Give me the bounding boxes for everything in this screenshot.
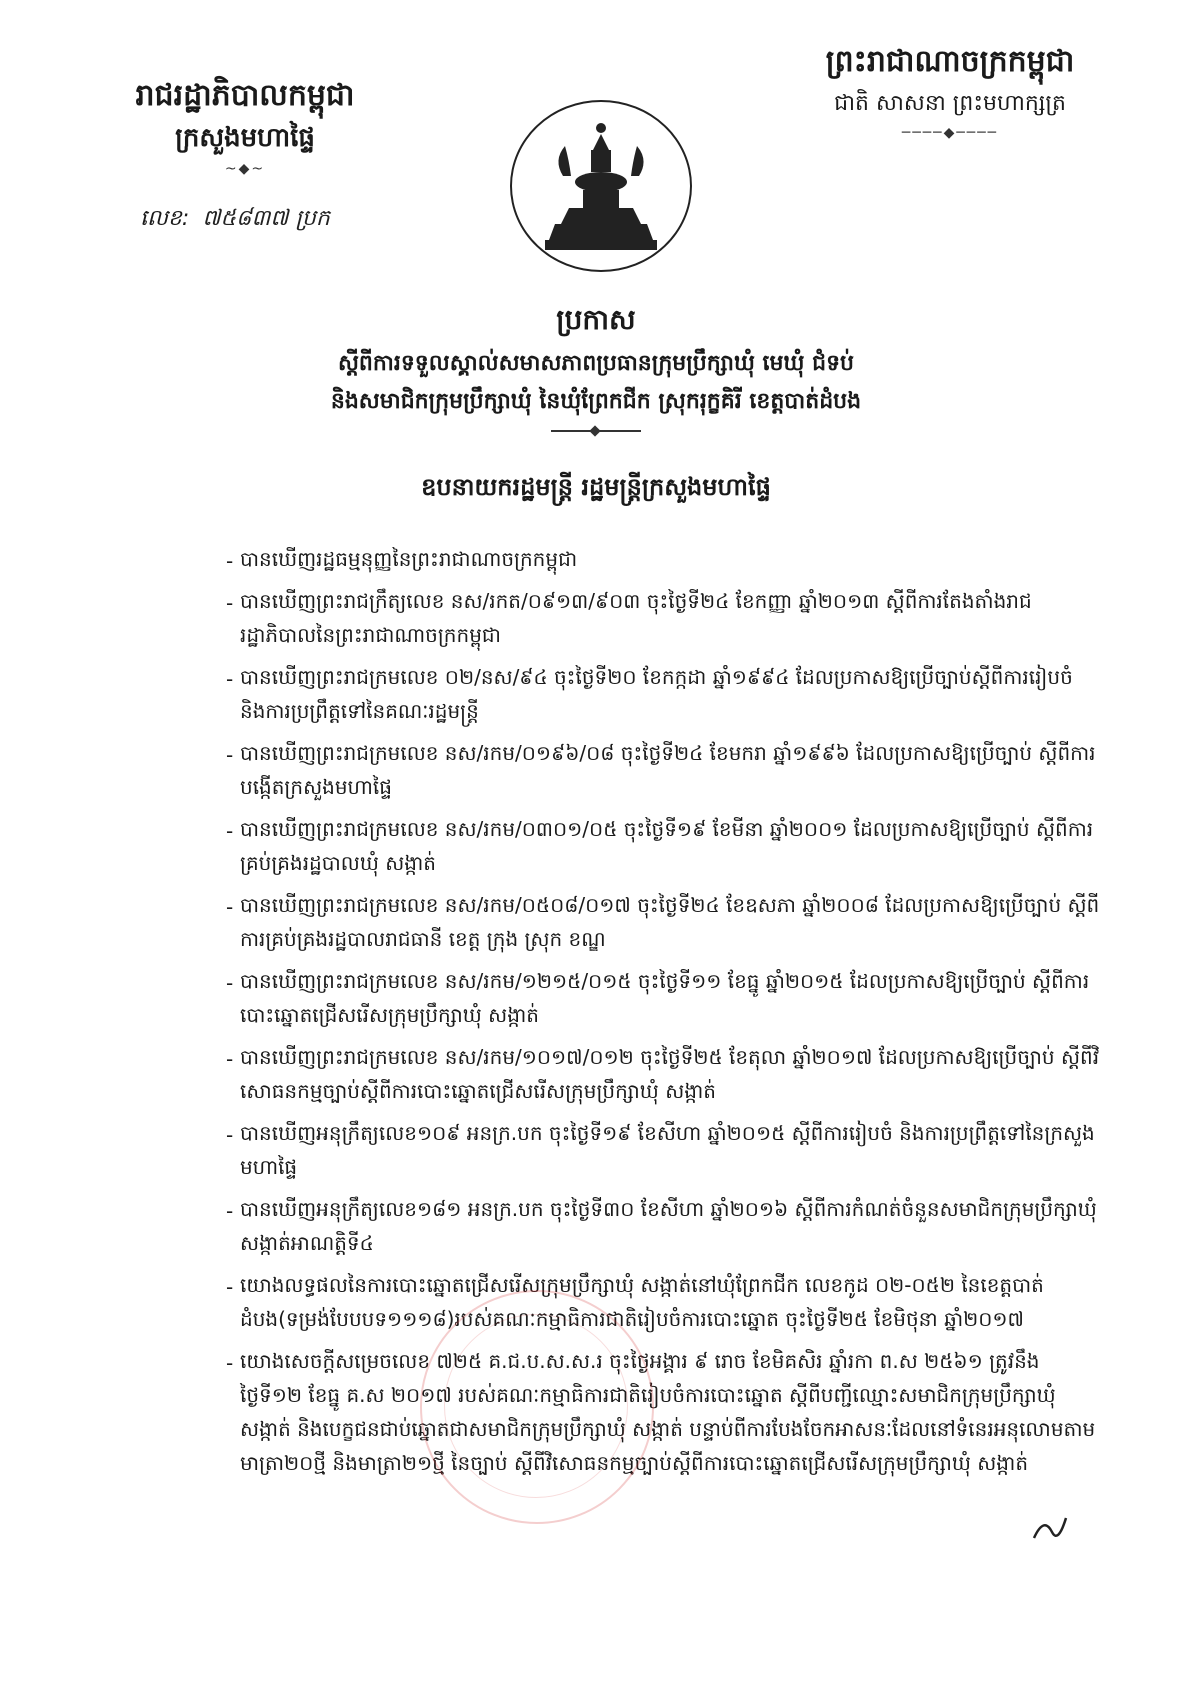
issuing-authority: ឧបនាយករដ្ឋមន្ត្រី រដ្ឋមន្ត្រីក្រសួងមហាផ្ទៃ [421,473,771,501]
handwritten-initial [1030,1508,1070,1552]
list-item: - បានឃើញរដ្ឋធម្មនុញ្ញនៃព្រះរាជាណាចក្រកម្ពុជា [240,542,1100,576]
list-item: - បានឃើញព្រះរាជក្រមលេខ នស/រកម/១២១៥/០១៥ ចុះថ្ងៃទី១១ ខែធ្នូ ឆ្នាំ២០១៥ ដែលប្រកាសឱ្យប្រើច្បាប់ ស្តីពីការបោះឆ្នោតជ្រើសរើសក្រុមប្រឹក្សាឃុំ សង្កាត់ [240,964,1100,1032]
document-number [140,204,330,236]
document-type: ប្រកាស [556,303,636,336]
title-block [150,300,1042,504]
list-item: - យោងលទ្ធផលនៃការបោះឆ្នោតជ្រើសរើសក្រុមប្រឹក្សាឃុំ សង្កាត់នៅឃុំព្រែកជីក លេខកូដ ០២-០៥២ នៃខេត្តបាត់ដំបង(ទម្រង់បែបបទ១១១៨)របស់គណៈកម្មាធិការជាតិរៀបចំការបោះឆ្នោត ចុះថ្ងៃទី២៥ ខែមិថុនា ឆ្នាំ២០១៧ [240,1268,1100,1336]
list-item: - បានឃើញព្រះរាជក្រមលេខ នស/រកម/០៣០១/០៥ ចុះថ្ងៃទី១៩ ខែមីនា ឆ្នាំ២០០១ ដែលប្រកាសឱ្យប្រើច្បាប់ ស្តីពីការគ្រប់គ្រងរដ្ឋបាលឃុំ សង្កាត់ [240,812,1100,880]
subject-line-1: ស្តីពីការទទួលស្គាល់សមាសភាពប្រធានក្រុមប្រឹក្សាឃុំ មេឃុំ ជំទប់ [337,351,854,376]
list-item: - បានឃើញអនុក្រឹត្យលេខ១៨១ អនក្រ.បក ចុះថ្ងៃទី៣០ ខែសីហា ឆ្នាំ២០១៦ ស្តីពីការកំណត់ចំនួនសមាជិកក្រុមប្រឹក្សាឃុំ សង្កាត់អាណត្តិទី៤ [240,1192,1100,1260]
ministry-name: ក្រសួងមហាផ្ទៃ [175,123,315,153]
list-item: - បានឃើញព្រះរាជក្រឹត្យលេខ នស/រកត/០៩១៣/៩០៣ ចុះថ្ងៃទី២៤ ខែកញ្ញា ឆ្នាំ២០១៣ ស្តីពីការតែងតាំងរាជរដ្ឋាភិបាលនៃព្រះរាជាណាចក្រកម្ពុជា [240,584,1100,652]
document-number-value: ៧៥៨៣៧ ប្រក [202,206,330,231]
header-left [90,76,400,178]
list-item: - បានឃើញព្រះរាជក្រមលេខ ០២/នស/៩៤ ចុះថ្ងៃទី២០ ខែកក្កដា ឆ្នាំ១៩៩៤ ដែលប្រកាសឱ្យប្រើច្បាប់ស្តីពីការរៀបចំ និងការប្រព្រឹត្តទៅនៃគណៈរដ្ឋមន្ត្រី [240,660,1100,728]
government-name: រាជរដ្ឋាភិបាលកម្ពុជា [135,78,355,113]
list-item: - បានឃើញព្រះរាជក្រមលេខ នស/រកម/០៥០៨/០១៧ ចុះថ្ងៃទី២៤ ខែឧសភា ឆ្នាំ២០០៨ ដែលប្រកាសឱ្យប្រើច្បាប់ ស្តីពីការគ្រប់គ្រងរដ្ឋបាលរាជធានី ខេត្ត ក្រុង ស្រុក ខណ្ឌ [240,888,1100,956]
faded-red-stamp [420,1290,654,1524]
list-item: - បានឃើញអនុក្រឹត្យលេខ១០៩ អនក្រ.បក ចុះថ្ងៃទី១៩ ខែសីហា ឆ្នាំ២០១៥ ស្តីពីការរៀបចំ និងការប្រព្រឹត្តទៅនៃក្រសួងមហាផ្ទៃ [240,1116,1100,1184]
ornament-divider: ~◆~ [224,161,266,177]
royal-seal-emblem [510,100,692,272]
signature-mark-icon [1030,1508,1070,1548]
national-motto: ជាតិ សាសនា ព្រះមហាក្សត្រ [834,91,1066,116]
subject-line-2: និងសមាជិកក្រុមប្រឹក្សាឃុំ នៃឃុំព្រែកជីក ស្រុករុក្ខគិរី ខេត្តបាត់ដំបង [330,389,862,414]
document-number-label: លេខ: [140,206,190,231]
kingdom-name: ព្រះរាជាណាចក្រកម្ពុជា [825,44,1075,79]
list-item: - បានឃើញព្រះរាជក្រមលេខ នស/រកម/០១៩៦/០៨ ចុះថ្ងៃទី២៤ ខែមករា ឆ្នាំ១៩៩៦ ដែលប្រកាសឱ្យប្រើច្បាប់ ស្តីពីការបង្កើតក្រសួងមហាផ្ទៃ [240,736,1100,804]
title-divider [551,430,641,432]
list-item: - យោងសេចក្តីសម្រេចលេខ ៧២៥ គ.ជ.ប.ស.ស.រ ចុះថ្ងៃអង្គារ ៩ រោច ខែមិគសិរ ឆ្នាំរកា ព.ស ២៥៦១ ត្រូវនឹងថ្ងៃទី១២ ខែធ្នូ គ.ស ២០១៧ របស់គណៈកម្មាធិការជាតិរៀបចំការបោះឆ្នោត ស្តីពីបញ្ជីឈ្មោះសមាជិកក្រុមប្រឹក្សាឃុំ សង្កាត់ និងបេក្ខជនជាប់ឆ្នោតជាសមាជិកក្រុមប្រឹក្សាឃុំ សង្កាត់ បន្ទាប់ពីការបែងចែកអាសនៈដែលនៅទំនេរអនុលោមតាមមាត្រា២០ថ្មី និងមាត្រា២១ថ្មី នៃច្បាប់ ស្តីពីវិសោធនកម្មច្បាប់ស្តីពីការបោះឆ្នោតជ្រើសរើសក្រុមប្រឹក្សាឃុំ សង្កាត់ [240,1344,1100,1480]
emblem-icon [541,116,661,256]
list-item: - បានឃើញព្រះរាជក្រមលេខ នស/រកម/១០១៧/០១២ ចុះថ្ងៃទី២៥ ខែតុលា ឆ្នាំ២០១៧ ដែលប្រកាសឱ្យប្រើច្បាប់ ស្តីពីវិសោធនកម្មច្បាប់ស្តីពីការបោះឆ្នោតជ្រើសរើសក្រុមប្រឹក្សាឃុំ សង្កាត់ [240,1040,1100,1108]
header-right [790,42,1110,142]
ornament-divider: ────◆──── [901,125,999,141]
legal-basis-list [240,542,1100,1488]
